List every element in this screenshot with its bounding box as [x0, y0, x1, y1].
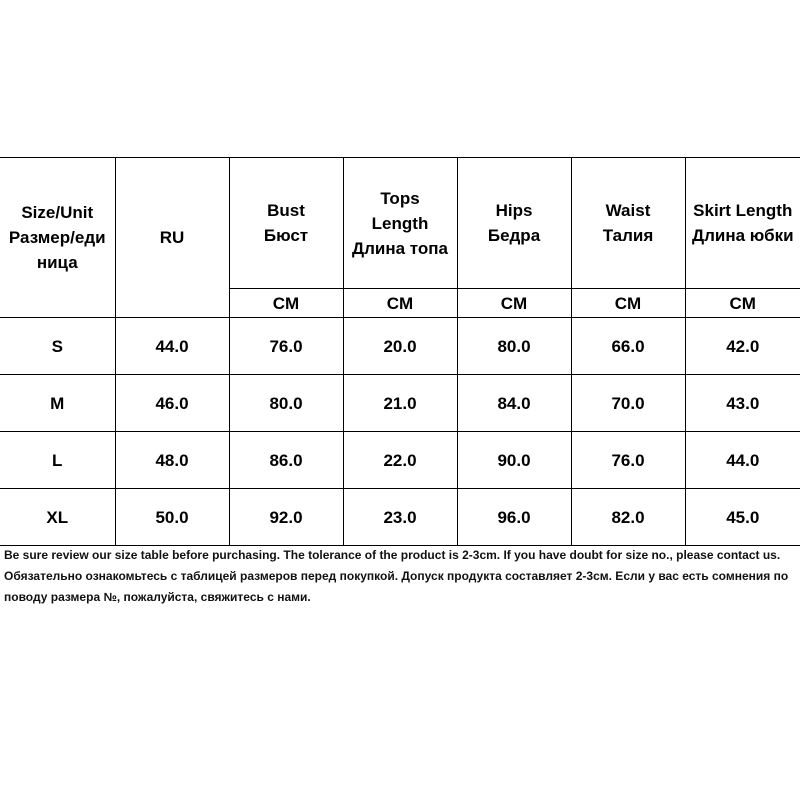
bust-cell: 80.0 [229, 375, 343, 432]
tops-length-cell: 22.0 [343, 432, 457, 489]
unit-cell: CM [457, 289, 571, 318]
size-cell: XL [0, 489, 115, 546]
header-hips [457, 158, 571, 289]
table-row [0, 318, 800, 375]
skirt-length-cell: 43.0 [685, 375, 800, 432]
unit-cell: CM [343, 289, 457, 318]
hips-cell: 84.0 [457, 375, 571, 432]
header-tops-length-line: Длина топа [351, 238, 448, 258]
header-size-unit-line: Размер/еди [8, 228, 106, 247]
hips-cell: 90.0 [457, 432, 571, 489]
unit-cell: CM [229, 289, 343, 318]
skirt-length-cell: 42.0 [685, 318, 800, 375]
header-skirt-length [685, 158, 800, 289]
skirt-length-cell: 44.0 [685, 432, 800, 489]
size-cell: M [0, 375, 115, 432]
table-row [0, 432, 800, 489]
waist-cell: 76.0 [571, 432, 685, 489]
header-hips-line: Hips [495, 201, 533, 220]
header-row [0, 158, 800, 289]
bust-cell: 76.0 [229, 318, 343, 375]
unit-cell: CM [685, 289, 800, 318]
waist-cell: 66.0 [571, 318, 685, 375]
table-row [0, 489, 800, 546]
size-cell: S [0, 318, 115, 375]
size-note-russian: Обязательно ознакомьтесь с таблицей размеров перед покупкой. Допуск продукта составляет 2-3см. Если у вас есть сомнения по поводу размера №, пожалуйста, свяжитесь с нами. [4, 569, 789, 604]
header-size-unit-line: ница [36, 253, 78, 272]
header-size-unit-line: Size/Unit [21, 203, 94, 222]
bust-cell: 86.0 [229, 432, 343, 489]
header-skirt-length-line: Длина юбки [691, 226, 794, 245]
header-waist [571, 158, 685, 289]
skirt-length-cell: 45.0 [685, 489, 800, 546]
header-ru [115, 158, 229, 318]
ru-cell: 46.0 [115, 375, 229, 432]
header-waist-line: Waist [605, 201, 651, 220]
size-note-english: Be sure review our size table before purchasing. The tolerance of the product is 2-3cm. If you have doubt for size no., please contact us. [4, 548, 781, 562]
header-waist-line: Талия [602, 226, 654, 245]
tops-length-cell: 23.0 [343, 489, 457, 546]
unit-cell: CM [571, 289, 685, 318]
hips-cell: 80.0 [457, 318, 571, 375]
header-tops-length-line: Length [371, 213, 429, 233]
header-tops-length [343, 158, 457, 289]
header-size-unit [0, 158, 115, 318]
hips-cell: 96.0 [457, 489, 571, 546]
waist-cell: 82.0 [571, 489, 685, 546]
header-tops-length-line: Tops [380, 188, 420, 208]
size-table [0, 157, 800, 546]
ru-cell: 44.0 [115, 318, 229, 375]
tops-length-cell: 21.0 [343, 375, 457, 432]
header-hips-line: Бедра [487, 226, 541, 245]
header-bust-line: Бюст [263, 226, 309, 245]
header-bust-line: Bust [267, 201, 305, 220]
ru-cell: 48.0 [115, 432, 229, 489]
header-bust [229, 158, 343, 289]
size-cell: L [0, 432, 115, 489]
table-row [0, 375, 800, 432]
header-skirt-length-line: Skirt Length [693, 201, 793, 220]
ru-cell: 50.0 [115, 489, 229, 546]
bust-cell: 92.0 [229, 489, 343, 546]
tops-length-cell: 20.0 [343, 318, 457, 375]
waist-cell: 70.0 [571, 375, 685, 432]
header-ru-label: RU [159, 228, 185, 247]
